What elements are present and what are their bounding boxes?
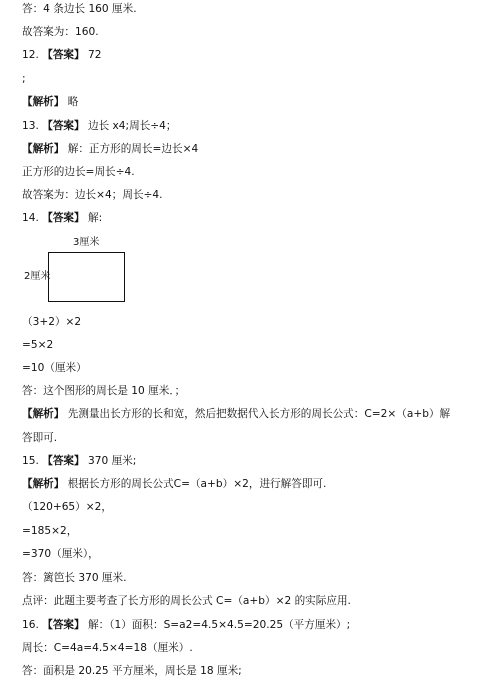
- analysis-text: 略: [67, 96, 79, 108]
- answer-tag: 【答案】: [42, 212, 85, 224]
- question-12-analysis-line: [22, 95, 489, 109]
- calculation-line: [22, 315, 489, 329]
- calculation-text: =185×2，: [22, 525, 78, 537]
- calculation-line: [22, 524, 489, 538]
- calculation-text: =5×2: [22, 339, 54, 351]
- question-14-analysis-line: [22, 407, 489, 421]
- comment-line: [22, 594, 489, 608]
- formula-text: 正方形的边长=周长÷4.: [22, 166, 135, 178]
- question-15-analysis-line: [22, 477, 489, 491]
- calculation-text: 周长：C=4a=4.5×4=18（厘米）.: [22, 642, 193, 654]
- analysis-tag: 【解析】: [22, 143, 65, 155]
- analysis-continuation-text: 答即可.: [22, 432, 58, 444]
- answer-line: [22, 384, 489, 398]
- answer-line: [22, 2, 489, 16]
- calculation-line: [22, 641, 489, 655]
- calculation-line: [22, 361, 489, 375]
- answer-value: 解:: [87, 212, 103, 224]
- answer-text: 答：面积是 20.25 平方厘米，周长是 18 厘米;: [22, 665, 242, 677]
- answer-tag: 【答案】: [42, 619, 85, 631]
- answer-value: 72: [87, 49, 102, 61]
- answer-line: [22, 664, 489, 678]
- analysis-tag: 【解析】: [22, 96, 65, 108]
- analysis-continuation-line: [22, 431, 489, 445]
- answer-value: 边长 x4;周长÷4；: [87, 120, 177, 132]
- analysis-text: 先测量出长方形的长和宽，然后把数据代入长方形的周长公式：C=2×（a+b）解: [67, 408, 451, 420]
- answer-text: 答：这个图形的周长是 10 厘米．；: [22, 385, 186, 397]
- separator-text: ;: [22, 73, 26, 85]
- answer-tag: 【答案】: [42, 49, 85, 61]
- separator-line: [22, 72, 489, 86]
- question-number: 14.: [22, 212, 39, 224]
- question-number: 12.: [22, 49, 39, 61]
- analysis-tag: 【解析】: [22, 478, 65, 490]
- question-number: 16.: [22, 619, 39, 631]
- question-15-answer-line: [22, 454, 489, 468]
- comment-text: 点评：此题主要考查了长方形的周长公式 C=（a+b）×2 的实际应用.: [22, 595, 351, 607]
- formula-line: [22, 165, 489, 179]
- rectangle-diagram: [48, 252, 125, 302]
- calculation-text: =370（厘米），: [22, 548, 99, 560]
- answer-text: 答：篱笆长 370 厘米.: [22, 572, 127, 584]
- question-13-answer-line: [22, 119, 489, 133]
- question-number: 13.: [22, 120, 39, 132]
- answer-value: 370 厘米;: [87, 455, 137, 467]
- calculation-text: （120+65）×2，: [22, 501, 112, 513]
- calculation-line: [22, 500, 489, 514]
- answer-text: 答：4 条边长 160 厘米.: [22, 3, 137, 15]
- rectangle-left-label: 2厘米: [24, 271, 51, 282]
- calculation-line: [22, 547, 489, 561]
- question-12-answer-line: [22, 48, 489, 62]
- answer-line: [22, 571, 489, 585]
- answer-tag: 【答案】: [42, 455, 85, 467]
- question-13-analysis-line: [22, 142, 489, 156]
- calculation-text: =10（厘米）: [22, 362, 87, 374]
- rectangle-top-label: 3厘米: [73, 237, 100, 248]
- question-number: 15.: [22, 455, 39, 467]
- analysis-tag: 【解析】: [22, 408, 65, 420]
- answer-summary-line: [22, 25, 489, 39]
- answer-summary-text: 故答案为：边长×4；周长÷4.: [22, 189, 163, 201]
- answer-tag: 【答案】: [42, 120, 85, 132]
- answer-summary-line: [22, 188, 489, 202]
- answer-value: 解：（1）面积：S=a2=4.5×4.5=20.25（平方厘米）;: [87, 619, 351, 631]
- question-14-answer-line: [22, 211, 489, 225]
- answer-summary-text: 故答案为：160.: [22, 26, 99, 38]
- question-16-answer-line: [22, 618, 489, 632]
- calculation-line: [22, 338, 489, 352]
- calculation-text: （3+2）×2: [22, 316, 82, 328]
- analysis-text: 根据长方形的周长公式C=（a+b）×2，进行解答即可.: [67, 478, 327, 490]
- analysis-text: 解：正方形的周长=边长×4: [67, 143, 199, 155]
